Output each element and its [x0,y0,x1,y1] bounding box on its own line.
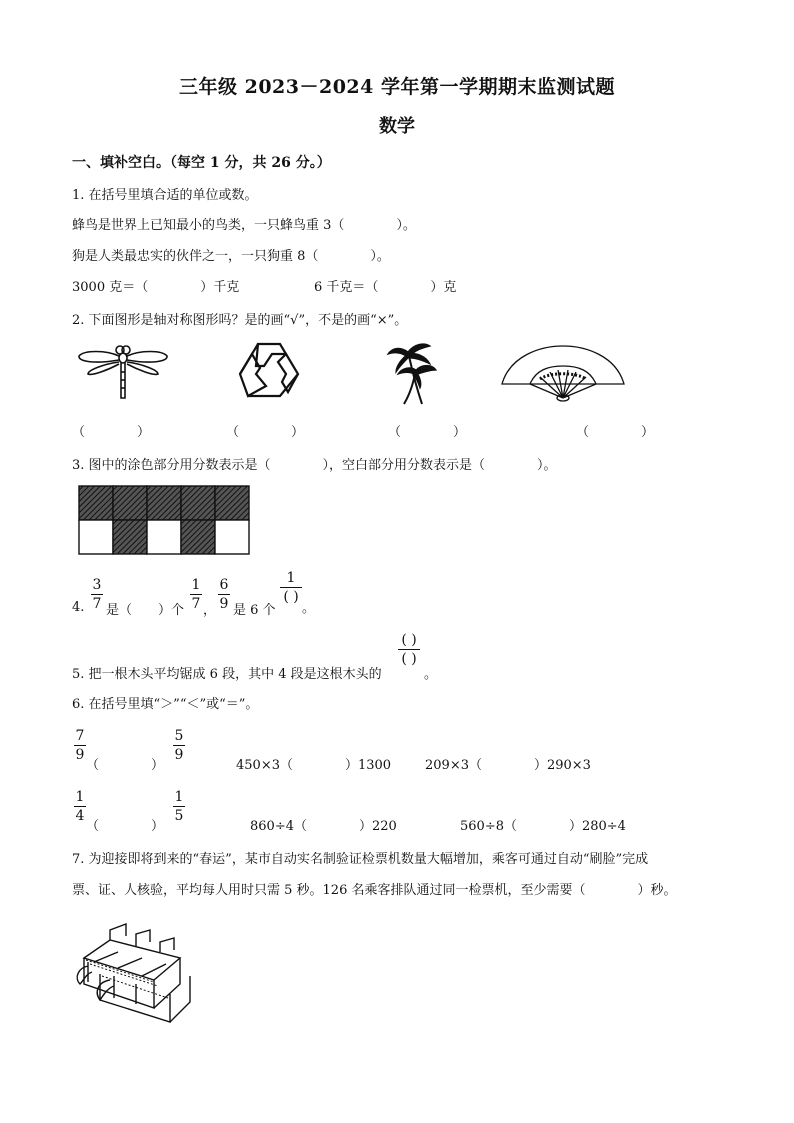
denominator: 9 [75,747,85,763]
q1-line3b: 6 千克＝（ ）克 [314,280,457,295]
numerator: 7 [75,728,85,744]
q4-end: 。 [302,601,316,616]
q1-line1: 蜂鸟是世界上已知最小的鸟类，一只蜂鸟重 3（ ）。 [72,218,416,233]
shaded-cell [181,486,215,520]
denominator: 7 [191,596,201,612]
q6-fraction-1-4 [74,789,86,824]
page-title: 三年级 2023－2024 学年第一学期期末监测试题 [179,76,615,98]
folding-fan-figure [500,344,626,402]
q4-text-1: 是（ ）个 [106,603,185,618]
numerator: 5 [174,728,184,744]
q4-comma: ， [203,603,217,618]
blank-cell [147,520,181,554]
numerator: 1 [286,570,296,586]
q6-compare-209x3[interactable]: 209×3（ ）290×3 [425,758,591,773]
q6-fraction-1-5 [173,789,185,824]
q4-text-2: 是 6 个 [233,603,276,618]
q7-line1: 7. 为迎接即将到来的“春运”，某市自动实名制验证检票机数量大幅增加，乘客可通过自动“刷脸”完成 [72,852,649,867]
q1-stem: 1. 在括号里填合适的单位或数。 [72,188,258,203]
q7-line2: 票、证、人核验，平均每人用时只需 5 秒。126 名乘客排队通过同一检票机，至少需要（ ）秒。 [72,883,677,898]
fraction-grid [78,485,252,555]
q5-fraction-blank [398,632,420,667]
shaded-cell [113,486,147,520]
dragonfly-figure [76,342,170,402]
denominator: 5 [174,808,184,824]
shaded-cell [113,520,147,554]
q2-blank-1[interactable]: （ ） [72,425,151,440]
q4-fraction-1-blank [280,570,302,605]
q6-blank-2[interactable]: （ ） [86,819,165,834]
q6-fraction-7-9 [74,728,86,763]
q2-stem: 2. 下面图形是轴对称图形吗？是的画“√”，不是的画“×”。 [72,313,408,328]
section-heading: 一、填补空白。（每空 1 分，共 26 分。） [72,155,331,171]
ticket-gates-figure [70,918,196,1028]
denominator: 9 [174,747,184,763]
denominator[interactable]: ( ) [401,651,417,667]
q6-compare-860div4[interactable]: 860÷4（ ）220 [250,819,397,834]
blank-cell [215,520,249,554]
q4-number: 4. [72,600,85,615]
numerator: 1 [174,789,184,805]
q5-end: 。 [424,667,438,682]
numerator[interactable]: ( ) [401,632,417,648]
shaded-cell [147,486,181,520]
numerator: 6 [219,577,229,593]
numerator: 3 [92,577,102,593]
numerator: 1 [75,789,85,805]
q1-line3a: 3000 克＝（ ）千克 [72,280,240,295]
shaded-cell [79,486,113,520]
q3-stem: 3. 图中的涂色部分用分数表示是（ ），空白部分用分数表示是（ ）。 [72,458,557,473]
shaded-cell [215,486,249,520]
q6-blank-1[interactable]: （ ） [86,758,165,773]
q6-stem: 6. 在括号里填“＞”“＜”或“＝”。 [72,697,259,712]
q5-text: 5. 把一根木头平均锯成 6 段，其中 4 段是这根木头的 [72,667,382,682]
denominator: 9 [219,596,229,612]
q6-compare-560div8[interactable]: 560÷8（ ）280÷4 [460,819,626,834]
q2-blank-3[interactable]: （ ） [388,425,467,440]
q6-compare-450x3[interactable]: 450×3（ ）1300 [236,758,392,773]
numerator: 1 [191,577,201,593]
denominator[interactable]: ( ) [283,589,299,605]
q6-fraction-5-9 [173,728,185,763]
denominator: 4 [75,808,85,824]
q1-line2: 狗是人类最忠实的伙伴之一，一只狗重 8（ ）。 [72,249,390,264]
q2-blank-2[interactable]: （ ） [226,425,305,440]
q2-blank-4[interactable]: （ ） [576,425,655,440]
q4-fraction-1-7 [190,577,202,612]
subject-title: 数学 [379,116,415,137]
denominator: 7 [92,596,102,612]
q4-fraction-6-9 [218,577,230,612]
q4-fraction-3-7 [91,577,103,612]
shaded-cell [181,520,215,554]
palm-trees-figure [386,340,438,406]
blank-cell [79,520,113,554]
triangle-arrows-figure [236,340,302,400]
